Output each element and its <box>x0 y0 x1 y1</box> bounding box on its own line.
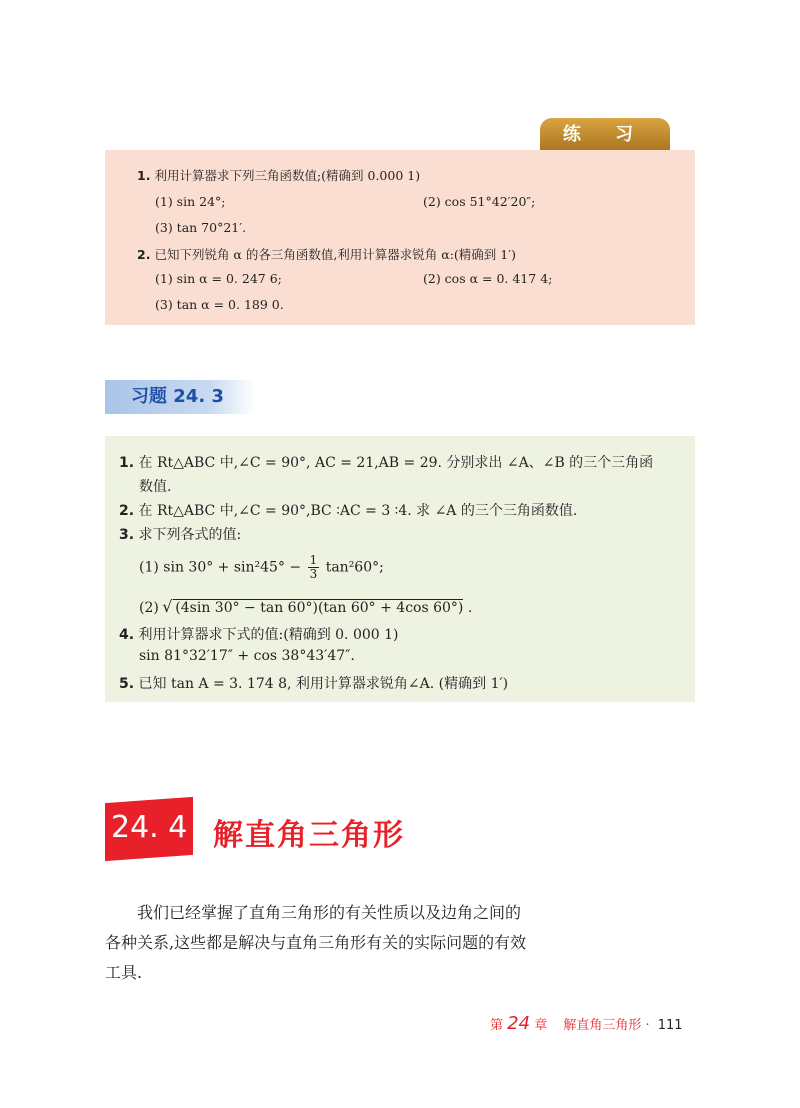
exercise-q3-number: 3. <box>119 527 135 543</box>
page-footer <box>490 1013 683 1034</box>
practice-q1-text: 利用计算器求下列三角函数值;(精确到 0.000 1) <box>154 168 421 183</box>
exercise-q2 <box>119 500 577 520</box>
exercise-q4-number: 4. <box>119 627 135 643</box>
exercise-box <box>105 436 695 702</box>
practice-box <box>105 150 695 325</box>
exercise-q3-part2 <box>139 599 472 616</box>
chapter-suffix: 章 <box>534 1018 548 1033</box>
exercise-header: 习题 24. 3 <box>105 380 255 414</box>
section-body: 我们已经掌握了直角三角形的有关性质以及边角之间的各种关系,这些都是解决与直角三角形有关的实际问题的有效工具. <box>105 903 527 982</box>
q3-part1-pre: (1) sin 30° + sin²45° − <box>139 559 302 576</box>
section-title: 解直角三角形 <box>213 818 405 853</box>
exercise-q2-text: 在 Rt△ABC 中,∠C = 90°,BC ∶AC = 3 ∶4. 求 ∠A 的三个三角函数值. <box>138 503 578 519</box>
exercise-q4-expr: sin 81°32′17″ + cos 38°43′47″. <box>139 648 355 664</box>
exercise-q3 <box>119 524 241 544</box>
fraction-denominator: 3 <box>309 567 318 581</box>
exercise-q5-number: 5. <box>119 676 135 692</box>
practice-q2-text: 已知下列锐角 α 的各三角函数值,利用计算器求锐角 α:(精确到 1′) <box>154 247 516 262</box>
exercise-q1-cont: 数值. <box>139 479 172 495</box>
practice-q2-item-2: (2) cos α = 0. 417 4; <box>423 271 553 286</box>
practice-q2 <box>137 245 516 263</box>
practice-q2-item-3: (3) tan α = 0. 189 0. <box>155 297 284 312</box>
practice-q1-number: 1. <box>137 168 151 183</box>
chapter-title: 解直角三角形 · <box>563 1018 650 1033</box>
q3-part2-pre: (2) <box>139 600 159 616</box>
practice-q2-item-1: (1) sin α = 0. 247 6; <box>155 271 282 286</box>
exercise-q3-text: 求下列各式的值: <box>138 527 242 543</box>
square-root: √ (4sin 30° − tan 60°)(tan 60° + 4cos 60°) <box>173 599 463 616</box>
fraction <box>308 554 320 581</box>
q3-part1-post: tan²60°; <box>325 559 384 576</box>
exercise-q2-number: 2. <box>119 503 135 519</box>
exercise-q5-text: 已知 tan A = 3. 174 8, 利用计算器求锐角∠A. (精确到 1′) <box>138 676 509 692</box>
chapter-prefix: 第 <box>490 1018 504 1033</box>
practice-q2-number: 2. <box>137 247 151 262</box>
exercise-q4-text: 利用计算器求下式的值:(精确到 0. 000 1) <box>138 627 399 643</box>
exercise-q4 <box>119 624 399 644</box>
q3-part2-post: . <box>467 600 473 616</box>
practice-tab: 练 习 <box>540 118 670 152</box>
exercise-q1 <box>119 452 653 472</box>
exercise-q3-part1 <box>139 554 384 581</box>
page-number: 111 <box>657 1018 683 1033</box>
section-number-badge <box>105 797 193 861</box>
practice-q1-item-1: (1) sin 24°; <box>155 194 226 209</box>
practice-q1-item-3: (3) tan 70°21′. <box>155 220 247 235</box>
exercise-q5 <box>119 673 508 693</box>
chapter-number: 24 <box>507 1013 531 1034</box>
fraction-numerator: 1 <box>309 553 318 567</box>
practice-q1 <box>137 166 420 184</box>
practice-q1-item-2: (2) cos 51°42′20″; <box>423 194 536 209</box>
section-number: 24. 4 <box>111 809 188 845</box>
exercise-q1-number: 1. <box>119 455 135 471</box>
exercise-q1-text: 在 Rt△ABC 中,∠C = 90°, AC = 21,AB = 29. 分别求出 ∠A、∠B 的三个三角函 <box>138 455 654 471</box>
